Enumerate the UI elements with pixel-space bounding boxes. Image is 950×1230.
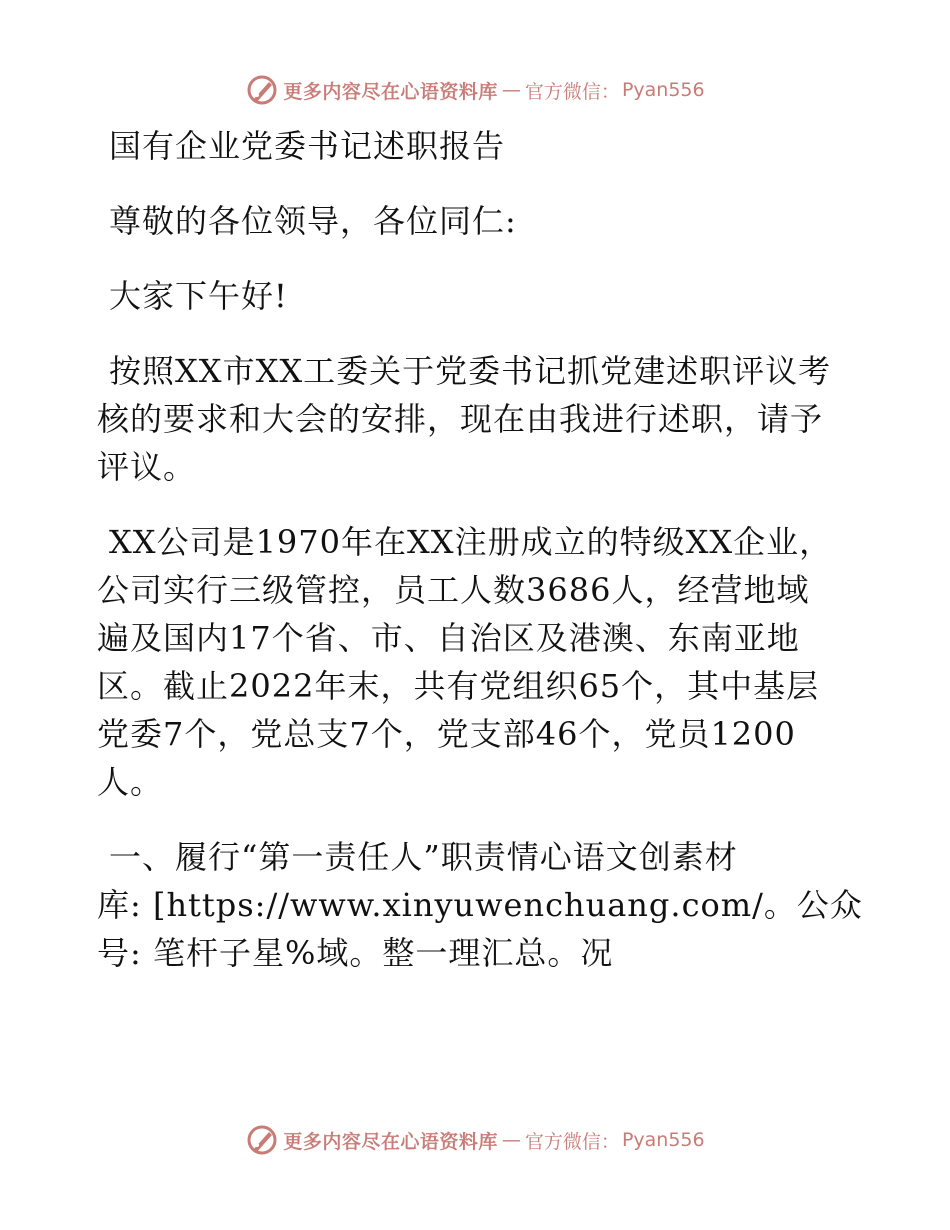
- paragraph-line: 评议。: [97, 448, 197, 486]
- watermark-sub-text: 官方微信：: [524, 1130, 620, 1153]
- paragraph-section-one: [97, 833, 863, 977]
- document-body: [97, 122, 863, 1004]
- paragraph-line: XX公司是1970年在XX注册成立的特级XX企业，: [109, 523, 833, 561]
- paragraph-line: 党委7个，党总支7个，党支部46个，党员1200: [97, 715, 796, 753]
- watermark-dash: —: [501, 1129, 521, 1151]
- paragraph-line: 号: 笔杆子星%域。整一理汇总。况: [97, 934, 614, 972]
- salutation: 尊敬的各位领导，各位同仁:: [109, 202, 517, 240]
- document-title: 国有企业党委书记述职报告: [109, 127, 506, 165]
- paragraph-line: 人。: [97, 763, 164, 801]
- watermark-main-text: 更多内容尽在心语资料库: [283, 80, 498, 103]
- paragraph-line: 按照XX市XX工委关于党委书记抓党建述职评议考: [109, 352, 832, 390]
- pen-logo-icon: [245, 73, 279, 107]
- paragraph-line: 区。截止2022年末，共有党组织65个，其中基层: [97, 667, 820, 705]
- paragraph-company-overview: [97, 518, 857, 806]
- paragraph-line: 核的要求和大会的安排，现在由我进行述职，请予: [97, 400, 824, 438]
- watermark-sub-text: 官方微信：: [524, 80, 620, 103]
- watermark-wechat-id: Pyan556: [621, 79, 705, 101]
- footer-watermark: [0, 1118, 950, 1162]
- watermark-main-text: 更多内容尽在心语资料库: [283, 1130, 498, 1153]
- watermark-dash: —: [501, 79, 521, 101]
- pen-logo-icon: [245, 1123, 279, 1157]
- paragraph-line: 库: [https://www.xinyuwenchuang.com/。公众: [97, 886, 863, 924]
- watermark-wechat-id: Pyan556: [621, 1129, 705, 1151]
- paragraph-line: 一、履行“第一责任人”职责情心语文创素材: [109, 838, 738, 876]
- greeting: 大家下午好!: [109, 277, 288, 315]
- paragraph-line: 公司实行三级管控，员工人数3686人，经营地域: [97, 571, 810, 609]
- paragraph-line: 遍及国内17个省、市、自治区及港澳、东南亚地: [97, 619, 800, 657]
- paragraph-intro: [97, 347, 857, 491]
- header-watermark: [0, 68, 950, 112]
